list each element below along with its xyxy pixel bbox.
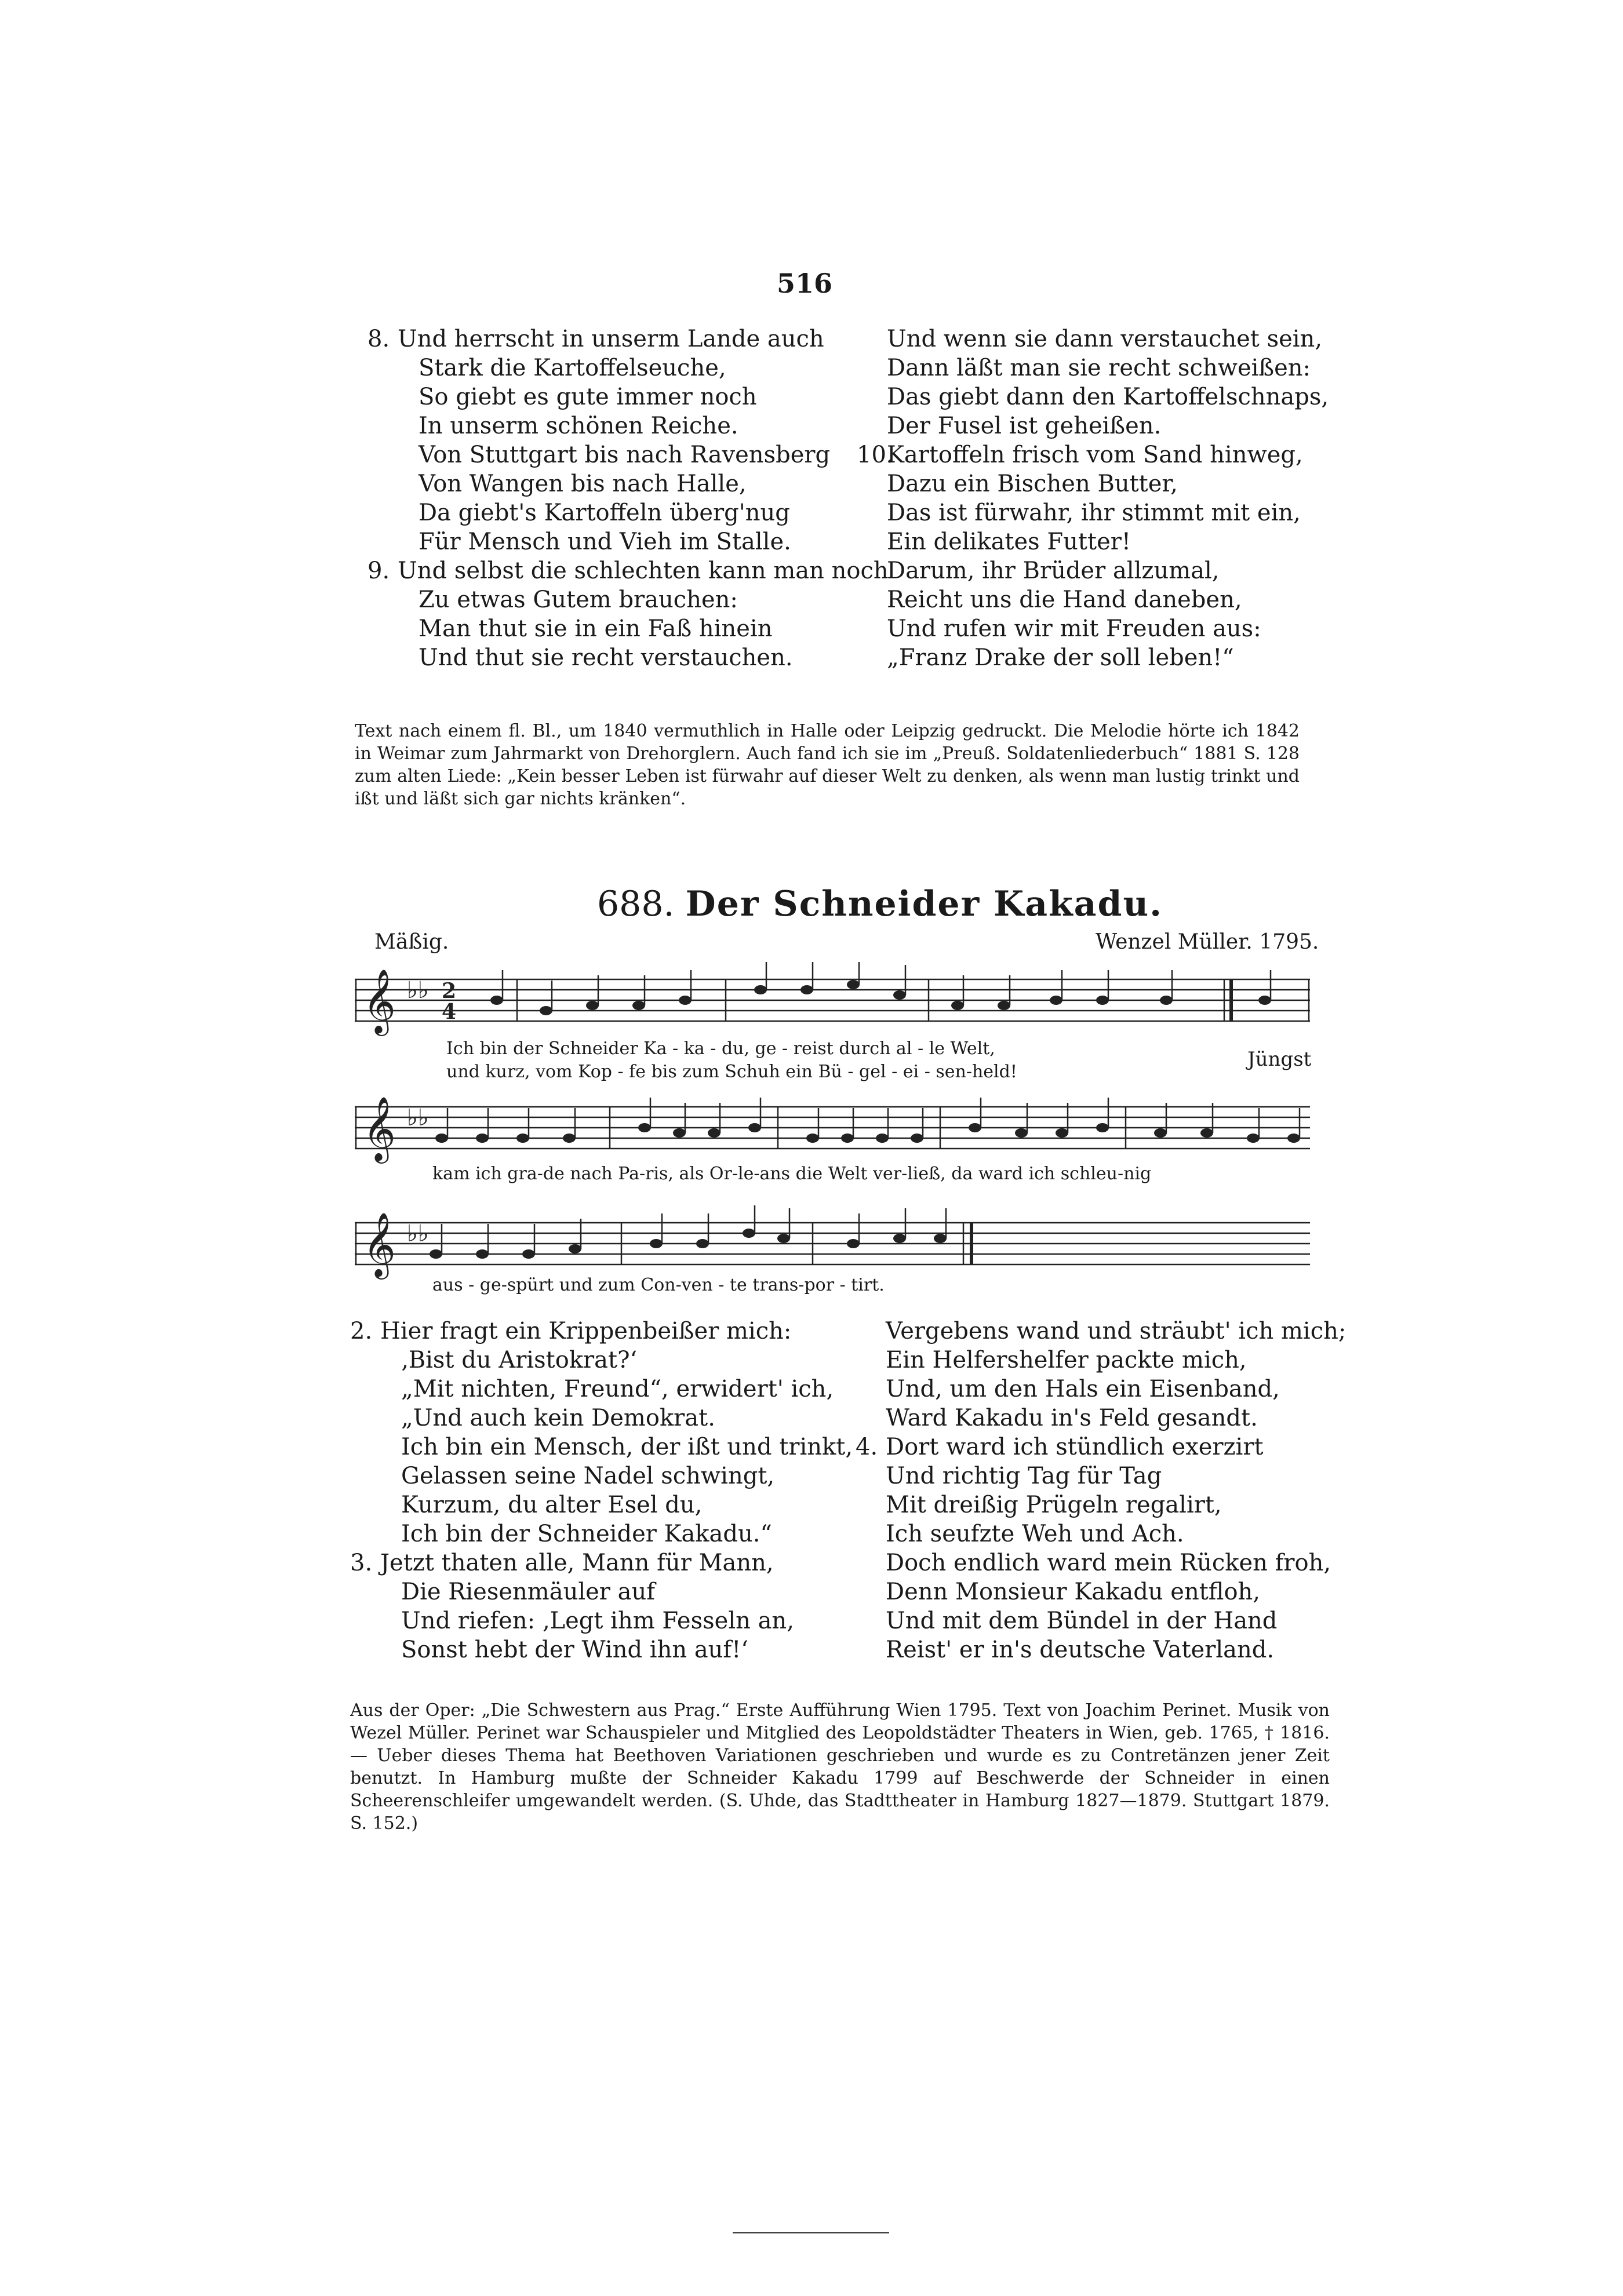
- verse-line: [856, 1433, 1346, 1462]
- verse-line: [350, 1577, 853, 1606]
- note-head: [934, 1234, 947, 1243]
- verse-line: [856, 1606, 1346, 1635]
- verse-line: [367, 353, 889, 382]
- verse-line: [350, 1433, 853, 1462]
- note-head: [638, 1123, 651, 1132]
- verse-line: [857, 498, 1329, 527]
- note-head: [969, 1123, 981, 1132]
- verse-text: In unserm schönen Reiche.: [419, 413, 738, 439]
- verse-line: [857, 382, 1329, 411]
- note-head: [522, 1249, 535, 1259]
- note-head: [911, 1134, 923, 1143]
- verse-line: [367, 643, 889, 672]
- verse-text: Da giebt's Kartoffeln überg'nug: [419, 500, 790, 526]
- verse-line: [350, 1462, 853, 1490]
- verse-text: Sonst hebt der Wind ihn auf!‘: [401, 1637, 749, 1663]
- verse-text: Von Wangen bis nach Halle,: [419, 471, 747, 497]
- note-head: [847, 1239, 860, 1248]
- note-head: [847, 980, 860, 989]
- note-head: [893, 1234, 906, 1243]
- verse-line: [350, 1404, 853, 1433]
- verse-line: [350, 1346, 853, 1375]
- verse-line: [857, 353, 1329, 382]
- verse-text: So giebt es gute immer noch: [419, 384, 757, 410]
- music-staff-2: [355, 1089, 1310, 1165]
- verse-line: [367, 527, 889, 556]
- verse-text: Stark die Kartoffelseuche,: [419, 355, 726, 381]
- lyrics-1a: Ich bin der Schneider Ka - ka - du, ge - reist durch al - le Welt,: [446, 1038, 995, 1059]
- verse-block-top-right: [857, 325, 1329, 672]
- verse-line: [856, 1519, 1346, 1548]
- verse-text: „Und auch kein Demokrat.: [401, 1405, 715, 1431]
- time-signature-top: 2: [442, 979, 457, 1003]
- note-head: [563, 1134, 576, 1143]
- verse-line: [350, 1375, 853, 1404]
- verse-line: [857, 469, 1329, 498]
- verse-text: Die Riesenmäuler auf: [401, 1579, 656, 1605]
- verse-text: ‚Bist du Aristokrat?‘: [401, 1347, 638, 1373]
- lyrics-2: kam ich gra-de nach Pa-ris, als Or-le-ans die Welt ver-ließ, da ward ich schleu-nig: [432, 1164, 1152, 1184]
- note-head: [1258, 996, 1271, 1005]
- verse-line: [350, 1606, 853, 1635]
- verse-text: Ein delikates Futter!: [887, 529, 1131, 555]
- note-head: [476, 1249, 489, 1259]
- note-head: [569, 1244, 581, 1253]
- verse-text: Ein Helfershelfer packte mich,: [886, 1347, 1247, 1373]
- note-head: [1160, 996, 1173, 1005]
- composer-credit: Wenzel Müller. 1795.: [1096, 930, 1319, 954]
- note-head: [754, 985, 767, 994]
- verse-number: 4.: [856, 1434, 878, 1460]
- verse-text: Reist' er in's deutsche Vaterland.: [886, 1637, 1275, 1663]
- verse-line: [856, 1375, 1346, 1404]
- verse-number: 8.: [367, 326, 390, 352]
- verse-line: [857, 440, 1329, 469]
- verse-text: Hier fragt ein Krippenbeißer mich:: [380, 1318, 792, 1344]
- verse-line: [367, 585, 889, 614]
- note-head: [876, 1134, 889, 1143]
- verse-block-bottom-left: [350, 1317, 853, 1664]
- verse-line: [350, 1548, 853, 1577]
- page-number: 516: [777, 268, 833, 299]
- verse-block-top-left: [367, 325, 894, 672]
- note-head: [1056, 1128, 1068, 1138]
- note-head: [1015, 1128, 1028, 1138]
- verse-line: [857, 556, 1329, 585]
- note-head: [696, 1239, 709, 1248]
- note-head: [490, 996, 503, 1005]
- verse-line: [856, 1462, 1346, 1490]
- key-signature-flats: ♭♭: [407, 1220, 429, 1247]
- note-head: [806, 1134, 819, 1143]
- verse-text: Von Stuttgart bis nach Ravensberg: [419, 442, 831, 468]
- verse-text: Kurzum, du alter Esel du,: [401, 1492, 703, 1518]
- key-signature-flats: ♭♭: [407, 1105, 429, 1131]
- verse-line: [857, 614, 1329, 643]
- verse-text: Der Fusel ist geheißen.: [887, 413, 1162, 439]
- note-head: [777, 1234, 790, 1243]
- verse-line: [857, 643, 1329, 672]
- verse-number: 10.: [857, 442, 894, 468]
- verse-line: [367, 411, 889, 440]
- verse-text: Darum, ihr Brüder allzumal,: [887, 557, 1220, 584]
- verse-line: [367, 614, 889, 643]
- verse-text: Und wenn sie dann verstauchet sein,: [887, 326, 1323, 352]
- note-head: [1154, 1128, 1167, 1138]
- note-head: [516, 1134, 529, 1143]
- verse-line: [857, 585, 1329, 614]
- verse-line: [857, 325, 1329, 353]
- music-staff-1: [355, 962, 1310, 1037]
- verse-text: Und mit dem Bündel in der Hand: [886, 1608, 1278, 1634]
- note-head: [540, 1006, 552, 1015]
- notes-staff-1: [490, 962, 1271, 1015]
- verse-line: [856, 1577, 1346, 1606]
- verse-line: [856, 1490, 1346, 1519]
- verse-text: Dazu ein Bischen Butter,: [887, 471, 1178, 497]
- verse-line: [856, 1635, 1346, 1664]
- verse-text: „Mit nichten, Freund“, erwidert' ich,: [401, 1376, 834, 1402]
- verse-text: Man thut sie in ein Faß hinein: [419, 615, 773, 642]
- note-head: [951, 1001, 964, 1010]
- verse-line: [856, 1317, 1346, 1346]
- treble-clef: 𝄞: [363, 1212, 396, 1277]
- note-head: [632, 1001, 645, 1010]
- note-head: [1287, 1134, 1300, 1143]
- verse-line: [367, 440, 894, 469]
- verse-number: 2.: [350, 1318, 373, 1344]
- note-head: [800, 985, 813, 994]
- verse-text: Ward Kakadu in's Feld gesandt.: [886, 1405, 1258, 1431]
- footnote: Aus der Oper: „Die Schwestern aus Prag.“ Erste Aufführung Wien 1795. Text von Joachim Perinet. Musik von Wezel Müller. Perinet war Schauspieler und Mitglied des Leopoldstädter Theaters in Wien, geb. 1765, † 1816. — Ueber dieses Thema hat Beethoven Variationen geschrieben und wurde es zu Contretänzen jener Zeit benutzt. In Hamburg mußte der Schneider Kakadu 1799 auf Beschwerde der Schneider in einen Scheerenschleifer umgewandelt werden. (S. Uhde, das Stadttheater in Hamburg 1827—1879. Stuttgart 1879. S. 152.): [350, 1700, 1330, 1834]
- note-head: [893, 990, 906, 1000]
- verse-text: Und rufen wir mit Freuden aus:: [887, 615, 1261, 642]
- note-head: [430, 1249, 442, 1259]
- notes-staff-2: [435, 1098, 1300, 1143]
- key-signature-flats: ♭♭: [407, 977, 429, 1004]
- tempo-marking: Mäßig.: [374, 930, 449, 954]
- verse-text: Und herrscht in unserm Lande auch: [398, 326, 824, 352]
- verse-text: Und thut sie recht verstauchen.: [419, 644, 793, 671]
- verse-line: [367, 556, 889, 585]
- verse-number: 3.: [350, 1550, 373, 1576]
- verse-line: [857, 411, 1329, 440]
- lyrics-1b: und kurz, vom Kop - fe bis zum Schuh ein Bü - gel - ei - sen-held!: [446, 1062, 1017, 1082]
- note-head: [679, 996, 692, 1005]
- note-head: [650, 1239, 663, 1248]
- verse-line: [350, 1635, 853, 1664]
- time-signature-bottom: 4: [442, 1000, 457, 1024]
- verse-text: Mit dreißig Prügeln regalirt,: [886, 1492, 1222, 1518]
- verse-text: Und riefen: ‚Legt ihm Fesseln an,: [401, 1608, 794, 1634]
- verse-text: Für Mensch und Vieh im Stalle.: [419, 529, 791, 555]
- verse-text: Denn Monsieur Kakadu entfloh,: [886, 1579, 1261, 1605]
- note-head: [435, 1134, 448, 1143]
- end-rule: [733, 2232, 889, 2233]
- notes-staff-3: [430, 1205, 947, 1259]
- note-head: [1247, 1134, 1260, 1143]
- music-staff-3: [355, 1205, 1310, 1281]
- verse-text: Und richtig Tag für Tag: [886, 1463, 1162, 1489]
- verse-line: [856, 1548, 1346, 1577]
- verse-line: [367, 498, 889, 527]
- note-head: [673, 1128, 686, 1138]
- note-head: [998, 1001, 1010, 1010]
- verse-text: Und selbst die schlechten kann man noch: [398, 557, 889, 584]
- verse-text: Und, um den Hals ein Eisenband,: [886, 1376, 1280, 1402]
- note-head: [1200, 1128, 1213, 1138]
- verse-text: Jetzt thaten alle, Mann für Mann,: [380, 1550, 774, 1576]
- verse-text: Gelassen seine Nadel schwingt,: [401, 1463, 775, 1489]
- note-head: [1050, 996, 1062, 1005]
- treble-clef: 𝄞: [363, 968, 396, 1033]
- verse-text: Zu etwas Gutem brauchen:: [419, 586, 738, 613]
- note-head: [476, 1134, 489, 1143]
- song-number: 688.: [597, 884, 675, 924]
- source-note: Text nach einem fl. Bl., um 1840 vermuthlich in Halle oder Leipzig gedruckt. Die Melodie hörte ich 1842 in Weimar zum Jahrmarkt von Drehorglern. Auch fand ich sie im „Preuß. Soldatenliederbuch“ 1881 S. 128 zum alten Liede: „Kein besser Leben ist fürwahr auf dieser Welt zu denken, als wenn man lustig trinkt und ißt und läßt sich gar nichts kränken“.: [355, 721, 1300, 809]
- verse-text: „Franz Drake der soll leben!“: [887, 644, 1234, 671]
- note-head: [708, 1128, 720, 1138]
- song-title-text: Der Schneider Kakadu.: [685, 884, 1163, 924]
- verse-line: [367, 325, 889, 353]
- song-title: [597, 884, 1163, 924]
- note-head: [743, 1229, 755, 1238]
- lyrics-aside: Jüngst: [1247, 1048, 1312, 1071]
- verse-text: Dann läßt man sie recht schweißen:: [887, 355, 1311, 381]
- verse-text: Ich bin ein Mensch, der ißt und trinkt,: [401, 1434, 853, 1460]
- verse-line: [367, 382, 889, 411]
- note-head: [1096, 996, 1109, 1005]
- verse-number: 9.: [367, 557, 390, 584]
- note-head: [748, 1123, 761, 1132]
- lyrics-3: aus - ge-spürt und zum Con-ven - te trans-por - tirt.: [432, 1275, 885, 1295]
- verse-text: Kartoffeln frisch vom Sand hinweg,: [887, 442, 1303, 468]
- verse-line: [350, 1519, 853, 1548]
- note-head: [841, 1134, 854, 1143]
- verse-line: [856, 1404, 1346, 1433]
- verse-text: Vergebens wand und sträubt' ich mich;: [886, 1318, 1347, 1344]
- note-head: [586, 1001, 599, 1010]
- verse-text: Dort ward ich stündlich exerzirt: [886, 1434, 1264, 1460]
- verse-line: [350, 1317, 853, 1346]
- verse-line: [856, 1346, 1346, 1375]
- verse-text: Das giebt dann den Kartoffelschnaps,: [887, 384, 1329, 410]
- verse-text: Ich seufzte Weh und Ach.: [886, 1521, 1184, 1547]
- note-head: [1096, 1123, 1109, 1132]
- verse-line: [857, 527, 1329, 556]
- verse-block-bottom-right: [856, 1317, 1346, 1664]
- verse-line: [367, 469, 889, 498]
- verse-text: Doch endlich ward mein Rücken froh,: [886, 1550, 1331, 1576]
- verse-text: Ich bin der Schneider Kakadu.“: [401, 1521, 772, 1547]
- verse-text: Reicht uns die Hand daneben,: [887, 586, 1242, 613]
- verse-line: [350, 1490, 853, 1519]
- verse-text: Das ist fürwahr, ihr stimmt mit ein,: [887, 500, 1301, 526]
- treble-clef: 𝄞: [363, 1096, 396, 1161]
